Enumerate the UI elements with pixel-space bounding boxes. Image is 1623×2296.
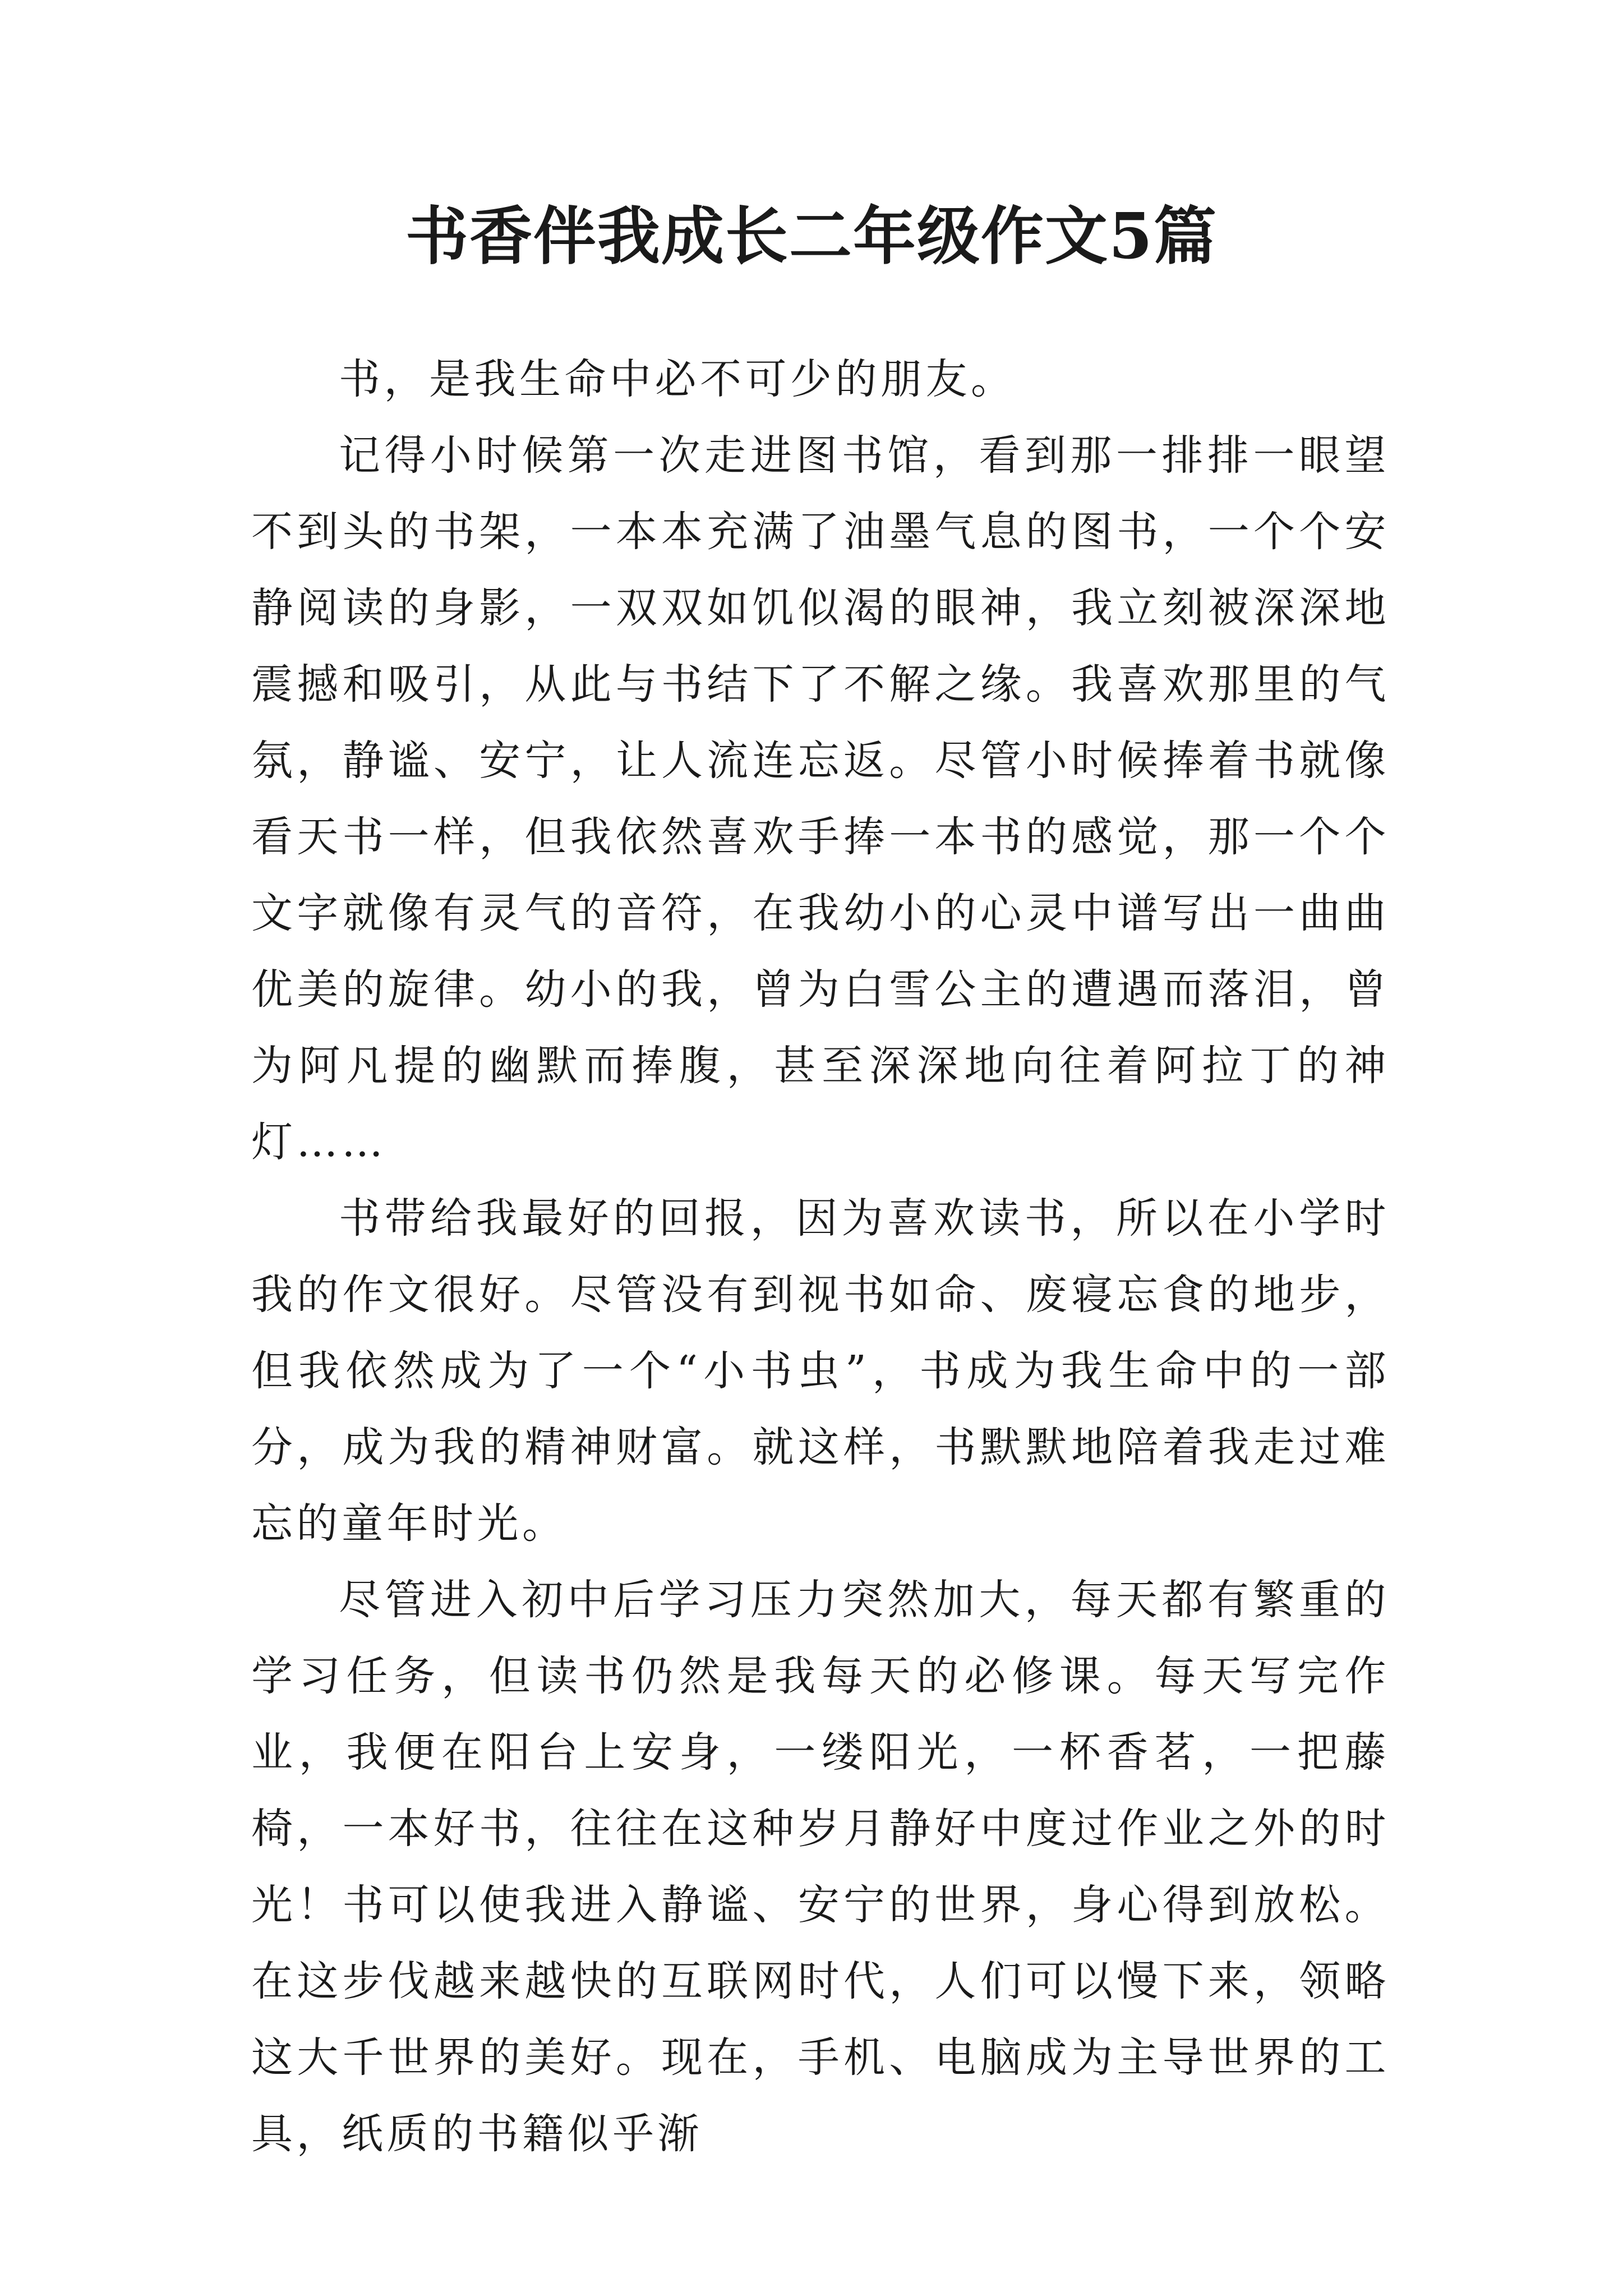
paragraph-3: 书带给我最好的回报，因为喜欢读书，所以在小学时我的作文很好。尽管没有到视书如命、废寝忘食的地步，但我依然成为了一个“小书虫”，书成为我生命中的一部分，成为我的精神财富。就这样，书默默地陪着我走过难忘的童年时光。 <box>251 1194 1390 1548</box>
paragraph-1: 书，是我生命中必不可少的朋友。 <box>339 355 1016 403</box>
paragraph-2: 记得小时候第一次走进图书馆，看到那一排排一眼望不到头的书架，一本本充满了油墨气息的图书，一个个安静阅读的身影，一双双如饥似渴的眼神，我立刻被深深地震撼和吸引，从此与书结下了不解之缘。我喜欢那里的气氛，静谧、安宁，让人流连忘返。尽管小时候捧着书就像看天书一样，但我依然喜欢手捧一本书的感觉，那一个个文字就像有灵气的音符，在我幼小的心灵中谱写出一曲曲优美的旋律。幼小的我，曾为白雪公主的遭遇而落泪，曾为阿凡提的幽默而捧腹，甚至深深地向往着阿拉丁的神灯…… <box>251 431 1390 1166</box>
paragraph-4: 尽管进入初中后学习压力突然加大，每天都有繁重的学习任务，但读书仍然是我每天的必修课。每天写完作业，我便在阳台上安身，一缕阳光，一杯香茗，一把藤椅，一本好书，往往在这种岁月静好中度过作业之外的时光！书可以使我进入静谧、安宁的世界，身心得到放松。在这步伐越来越快的互联网时代，人们可以慢下来，领略这大千世界的美好。现在，手机、电脑成为主导世界的工具，纸质的书籍似乎渐 <box>251 1576 1390 2158</box>
page-title: 书香伴我成长二年级作文5篇 <box>405 200 1218 273</box>
document-body <box>251 341 1390 2172</box>
